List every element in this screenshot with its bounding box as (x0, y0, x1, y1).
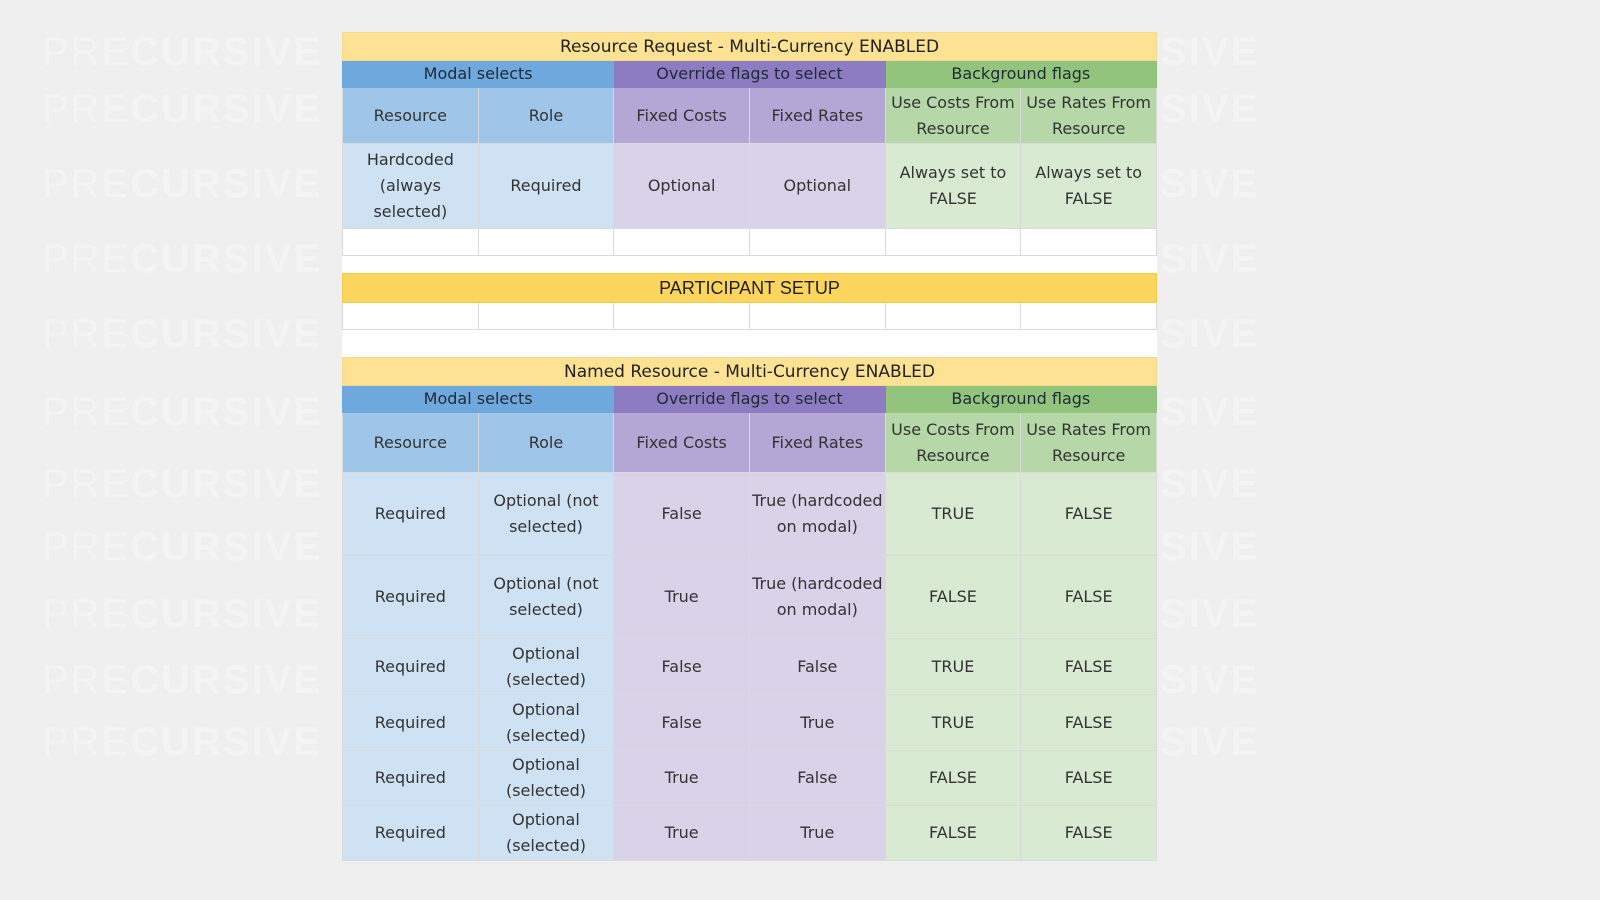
watermark-text: PRECURSIVE (42, 462, 323, 506)
cell-role: Required (478, 144, 614, 229)
table-title: Resource Request - Multi-Currency ENABLED (343, 33, 1157, 61)
watermark-fragment: SIVE (1160, 30, 1260, 74)
spacer (342, 330, 1157, 357)
column-header-row (343, 88, 1157, 144)
participant-setup-table (342, 273, 1157, 330)
cell-fixed-rates: False (749, 751, 885, 806)
column-header-use-rates-from-resource: Use Rates From Resource (1021, 88, 1157, 144)
cell-use-costs: FALSE (885, 556, 1021, 639)
cell-use-costs: FALSE (885, 751, 1021, 806)
watermark-text: PRECURSIVE (42, 720, 323, 764)
watermark-text: PRECURSIVE (42, 592, 323, 636)
empty-cell[interactable] (749, 229, 885, 256)
cell-fixed-rates: Optional (749, 144, 885, 229)
empty-cell[interactable] (749, 303, 885, 330)
empty-cell[interactable] (614, 303, 750, 330)
table-row (343, 695, 1157, 751)
cell-fixed-rates: True (749, 695, 885, 751)
cell-fixed-costs: False (614, 695, 750, 751)
watermark-fragment: SIVE (1160, 312, 1260, 356)
cell-use-rates: FALSE (1021, 556, 1157, 639)
cell-resource: Required (343, 639, 479, 695)
column-header-fixed-rates: Fixed Rates (749, 413, 885, 473)
cell-fixed-rates: True (hardcoded on modal) (749, 473, 885, 556)
table-title-row (343, 358, 1157, 386)
cell-resource: Required (343, 751, 479, 806)
watermark-text: PRECURSIVE (42, 312, 323, 356)
group-background-flags: Background flags (885, 386, 1156, 413)
watermark-text: PRECURSIVE (42, 30, 323, 74)
cell-role: Optional (not selected) (478, 473, 614, 556)
cell-use-rates: FALSE (1021, 473, 1157, 556)
cell-resource: Required (343, 556, 479, 639)
cell-use-rates: FALSE (1021, 695, 1157, 751)
group-header-row (343, 386, 1157, 413)
watermark-text: PRECURSIVE (42, 525, 323, 569)
cell-resource: Required (343, 473, 479, 556)
column-header-resource: Resource (343, 413, 479, 473)
cell-use-rates: Always set to FALSE (1021, 144, 1157, 229)
watermark-fragment: SIVE (1160, 658, 1260, 702)
cell-fixed-costs: True (614, 806, 750, 861)
cell-use-costs: TRUE (885, 639, 1021, 695)
table-row (343, 639, 1157, 695)
empty-cell[interactable] (1021, 303, 1157, 330)
column-header-fixed-costs: Fixed Costs (614, 88, 750, 144)
table-title: Named Resource - Multi-Currency ENABLED (343, 358, 1157, 386)
cell-use-costs: Always set to FALSE (885, 144, 1021, 229)
cell-fixed-costs: Optional (614, 144, 750, 229)
spreadsheet (342, 32, 1157, 861)
watermark-fragment: SIVE (1160, 162, 1260, 206)
cell-fixed-costs: True (614, 751, 750, 806)
cell-use-costs: TRUE (885, 695, 1021, 751)
cell-fixed-rates: True (749, 806, 885, 861)
participant-setup-title: PARTICIPANT SETUP (343, 274, 1157, 303)
group-modal-selects: Modal selects (343, 386, 614, 413)
group-header-row (343, 61, 1157, 88)
column-header-resource: Resource (343, 88, 479, 144)
cell-fixed-costs: False (614, 473, 750, 556)
watermark-fragment: SIVE (1160, 390, 1260, 434)
cell-fixed-rates: False (749, 639, 885, 695)
column-header-role: Role (478, 88, 614, 144)
cell-role: Optional (not selected) (478, 556, 614, 639)
cell-role: Optional (selected) (478, 751, 614, 806)
column-header-fixed-rates: Fixed Rates (749, 88, 885, 144)
empty-cell[interactable] (343, 229, 479, 256)
group-override-flags: Override flags to select (614, 386, 885, 413)
column-header-use-costs-from-resource: Use Costs From Resource (885, 413, 1021, 473)
group-modal-selects: Modal selects (343, 61, 614, 88)
table-row (343, 806, 1157, 861)
cell-fixed-costs: True (614, 556, 750, 639)
section-title-row (343, 274, 1157, 303)
empty-cell[interactable] (478, 303, 614, 330)
watermark-text: PRECURSIVE (42, 658, 323, 702)
column-header-use-costs-from-resource: Use Costs From Resource (885, 88, 1021, 144)
cell-use-costs: FALSE (885, 806, 1021, 861)
cell-fixed-rates: True (hardcoded on modal) (749, 556, 885, 639)
table-row (343, 556, 1157, 639)
cell-resource: Required (343, 806, 479, 861)
column-header-use-rates-from-resource: Use Rates From Resource (1021, 413, 1157, 473)
column-header-row (343, 413, 1157, 473)
watermark-text: PRECURSIVE (42, 390, 323, 434)
table-row (343, 144, 1157, 229)
column-header-role: Role (478, 413, 614, 473)
cell-fixed-costs: False (614, 639, 750, 695)
empty-cell[interactable] (478, 229, 614, 256)
cell-resource: Required (343, 695, 479, 751)
empty-row (343, 229, 1157, 256)
group-override-flags: Override flags to select (614, 61, 885, 88)
named-resource-table (342, 357, 1157, 861)
watermark-fragment: SIVE (1160, 525, 1260, 569)
watermark-fragment: SIVE (1160, 720, 1260, 764)
cell-use-rates: FALSE (1021, 751, 1157, 806)
watermark-text: PRECURSIVE (42, 162, 323, 206)
table-row (343, 751, 1157, 806)
empty-cell[interactable] (614, 229, 750, 256)
empty-cell[interactable] (885, 229, 1021, 256)
empty-row (343, 303, 1157, 330)
watermark-text: PRECURSIVE (42, 237, 323, 281)
resource-request-table (342, 32, 1157, 256)
empty-cell[interactable] (343, 303, 479, 330)
cell-use-rates: FALSE (1021, 806, 1157, 861)
watermark-fragment: SIVE (1160, 462, 1260, 506)
cell-role: Optional (selected) (478, 806, 614, 861)
watermark-fragment: SIVE (1160, 592, 1260, 636)
watermark-text: PRECURSIVE (42, 87, 323, 131)
cell-role: Optional (selected) (478, 639, 614, 695)
watermark-fragment: SIVE (1160, 87, 1260, 131)
cell-role: Optional (selected) (478, 695, 614, 751)
table-title-row (343, 33, 1157, 61)
table-row (343, 473, 1157, 556)
empty-cell[interactable] (1021, 229, 1157, 256)
column-header-fixed-costs: Fixed Costs (614, 413, 750, 473)
cell-use-rates: FALSE (1021, 639, 1157, 695)
cell-resource: Hardcoded (always selected) (343, 144, 479, 229)
spacer (342, 256, 1157, 273)
empty-cell[interactable] (885, 303, 1021, 330)
cell-use-costs: TRUE (885, 473, 1021, 556)
group-background-flags: Background flags (885, 61, 1156, 88)
watermark-fragment: SIVE (1160, 237, 1260, 281)
